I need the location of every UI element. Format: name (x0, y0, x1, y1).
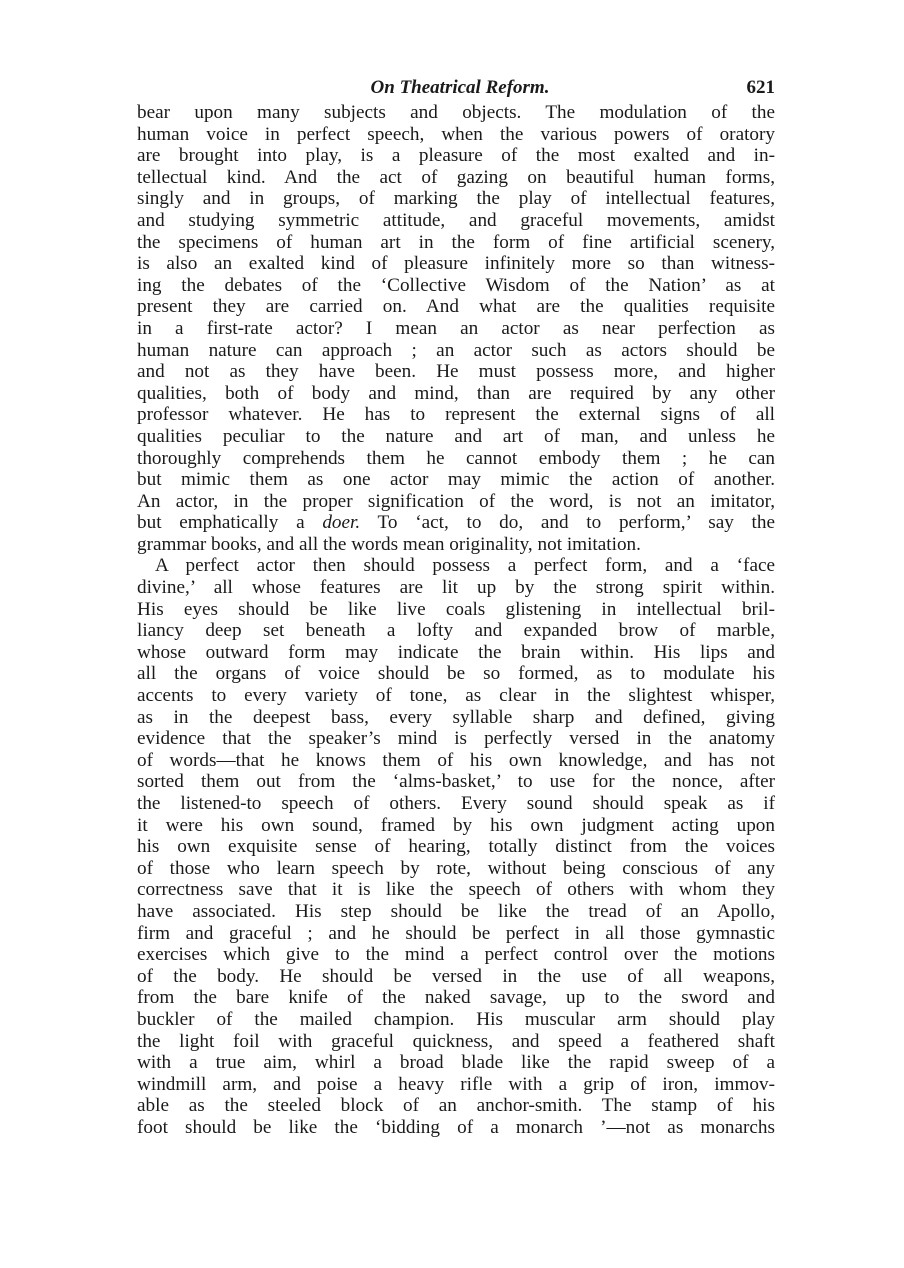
text-line: ing the debates of the ‘Collective Wisdom of the Nation’ as at (137, 274, 775, 296)
text-line: grammar books, and all the words mean originality, not imitation. (137, 533, 641, 555)
running-head (137, 74, 775, 102)
text-line: sorted them out from the ‘alms-basket,’ to use for the nonce, after (137, 771, 775, 793)
text-line: accents to every variety of tone, as clear in the slightest whisper, (137, 685, 775, 707)
paragraph-1 (137, 102, 775, 555)
text-line: of words—that he knows them of his own knowledge, and has not (137, 749, 775, 771)
running-title: On Theatrical Reform. (370, 77, 550, 98)
text-line: liancy deep set beneath a lofty and expanded brow of marble, (137, 620, 775, 642)
text-line: have associated. His step should be like the tread of an Apollo, (137, 900, 775, 922)
text-line-with-italic (137, 512, 775, 534)
text-line: thoroughly comprehends them he cannot embody them ; he can (137, 447, 775, 469)
text-line: whose outward form may indicate the brain within. His lips and (137, 641, 775, 663)
text-line: human voice in perfect speech, when the various powers of oratory (137, 123, 775, 145)
text-line: the light foil with graceful quickness, and speed a feathered shaft (137, 1030, 775, 1052)
text-line: and not as they have been. He must possess more, and higher (137, 361, 775, 383)
text-line: foot should be like the ‘bidding of a monarch ’—not as monarchs (137, 1116, 775, 1138)
text-line: is also an exalted kind of pleasure infinitely more so than witness- (137, 253, 775, 275)
body-text (137, 102, 775, 1139)
text-line: of those who learn speech by rote, without being conscious of any (137, 857, 775, 879)
book-page (137, 74, 775, 1139)
text-line: and studying symmetric attitude, and graceful movements, amidst (137, 209, 775, 231)
page-number: 621 (746, 77, 775, 98)
text-line: are brought into play, is a pleasure of the most exalted and in- (137, 145, 775, 167)
text-line: but mimic them as one actor may mimic the action of another. (137, 469, 775, 491)
text-line: A perfect actor then should possess a perfect form, and a ‘face (155, 555, 775, 577)
text-line: his own exquisite sense of hearing, totally distinct from the voices (137, 836, 775, 858)
text-line: His eyes should be like live coals glistening in intellectual bril- (137, 598, 775, 620)
text-line: qualities peculiar to the nature and art of man, and unless he (137, 425, 775, 447)
text-line: with a true aim, whirl a broad blade like the rapid sweep of a (137, 1052, 775, 1074)
text-line: buckler of the mailed champion. His muscular arm should play (137, 1008, 775, 1030)
text-segment: To ‘act, to do, and to perform,’ say the (360, 512, 775, 534)
text-line: all the organs of voice should be so formed, as to modulate his (137, 663, 775, 685)
text-line: professor whatever. He has to represent the external signs of all (137, 404, 775, 426)
text-line: as in the deepest bass, every syllable sharp and defined, giving (137, 706, 775, 728)
text-line: singly and in groups, of marking the play of intellectual features, (137, 188, 775, 210)
text-line: human nature can approach ; an actor such as actors should be (137, 339, 775, 361)
text-line: correctness save that it is like the speech of others with whom they (137, 879, 775, 901)
text-line: tellectual kind. And the act of gazing on beautiful human forms, (137, 166, 775, 188)
paragraph-2 (137, 555, 775, 1138)
text-line: in a first-rate actor? I mean an actor as near perfection as (137, 317, 775, 339)
text-line: the specimens of human art in the form of fine artificial scenery, (137, 231, 775, 253)
text-line: qualities, both of body and mind, than are required by any other (137, 382, 775, 404)
text-line: from the bare knife of the naked savage, up to the sword and (137, 987, 775, 1009)
text-segment: but emphatically a (137, 512, 323, 534)
text-line: bear upon many subjects and objects. The modulation of the (137, 102, 775, 123)
text-line: of the body. He should be versed in the use of all weapons, (137, 965, 775, 987)
text-line: present they are carried on. And what are the qualities requisite (137, 296, 775, 318)
text-line: it were his own sound, framed by his own judgment acting upon (137, 814, 775, 836)
text-line: windmill arm, and poise a heavy rifle with a grip of iron, immov- (137, 1073, 775, 1095)
text-line: evidence that the speaker’s mind is perfectly versed in the anatomy (137, 728, 775, 750)
text-line: exercises which give to the mind a perfect control over the motions (137, 944, 775, 966)
text-line: firm and graceful ; and he should be perfect in all those gymnastic (137, 922, 775, 944)
text-line: able as the steeled block of an anchor-smith. The stamp of his (137, 1095, 775, 1117)
italic-word: doer. (322, 512, 361, 534)
text-line: divine,’ all whose features are lit up by the strong spirit within. (137, 577, 775, 599)
text-line: the listened-to speech of others. Every sound should speak as if (137, 793, 775, 814)
text-line: An actor, in the proper signification of the word, is not an imitator, (137, 490, 775, 512)
